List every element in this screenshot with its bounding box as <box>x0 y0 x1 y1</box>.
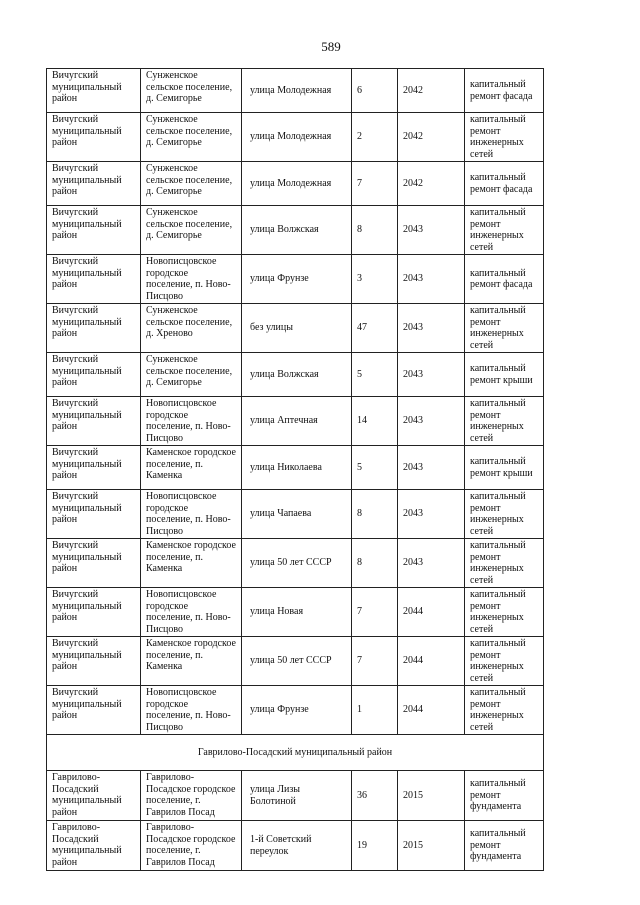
district-cell: Вичугский муниципальный район <box>47 353 141 397</box>
settlement-cell: Сунженское сельское поселение, д. Семигорье <box>141 162 242 206</box>
table-body <box>47 69 544 735</box>
district-cell: Вичугский муниципальный район <box>47 162 141 206</box>
settlement-cell: Сунженское сельское поселение, д. Семигорье <box>141 69 242 113</box>
work-type-cell: капитальный ремонт инженерных сетей <box>465 686 544 735</box>
section-row <box>47 735 544 771</box>
work-type-cell: капитальный ремонт крыши <box>465 446 544 490</box>
district-cell: Вичугский муниципальный район <box>47 397 141 446</box>
settlement-cell: Каменское городское поселение, п. Каменка <box>141 637 242 686</box>
settlement-cell: Сунженское сельское поселение, д. Семигорье <box>141 206 242 255</box>
street-cell: улица Волжская <box>242 353 352 397</box>
street-cell: улица Волжская <box>242 206 352 255</box>
work-type-cell: капитальный ремонт инженерных сетей <box>465 490 544 539</box>
year-cell: 2043 <box>398 446 465 490</box>
settlement-cell: Новописцовское городское поселение, п. Ново-Писцово <box>141 686 242 735</box>
year-cell: 2043 <box>398 397 465 446</box>
house-number-cell: 36 <box>352 771 398 821</box>
settlement-cell: Новописцовское городское поселение, п. Ново-Писцово <box>141 397 242 446</box>
street-cell: улица Новая <box>242 588 352 637</box>
street-cell: без улицы <box>242 304 352 353</box>
district-cell: Вичугский муниципальный район <box>47 304 141 353</box>
table-row <box>47 206 544 255</box>
table-row <box>47 69 544 113</box>
table-row <box>47 588 544 637</box>
work-type-cell: капитальный ремонт инженерных сетей <box>465 588 544 637</box>
year-cell: 2042 <box>398 162 465 206</box>
district-cell: Вичугский муниципальный район <box>47 686 141 735</box>
table-row <box>47 490 544 539</box>
housing-repair-table <box>46 68 544 871</box>
section-heading: Гаврилово-Посадский муниципальный район <box>47 735 544 771</box>
settlement-cell: Каменское городское поселение, п. Каменка <box>141 446 242 490</box>
house-number-cell: 8 <box>352 539 398 588</box>
table-row <box>47 771 544 821</box>
settlement-cell: Новописцовское городское поселение, п. Ново-Писцово <box>141 588 242 637</box>
table-row <box>47 162 544 206</box>
street-cell: улица Молодежная <box>242 162 352 206</box>
year-cell: 2044 <box>398 588 465 637</box>
settlement-cell: Каменское городское поселение, п. Каменка <box>141 539 242 588</box>
work-type-cell: капитальный ремонт фасада <box>465 255 544 304</box>
year-cell: 2043 <box>398 539 465 588</box>
settlement-cell: Сунженское сельское поселение, д. Хреново <box>141 304 242 353</box>
district-cell: Вичугский муниципальный район <box>47 255 141 304</box>
district-cell: Вичугский муниципальный район <box>47 113 141 162</box>
settlement-cell: Сунженское сельское поселение, д. Семигорье <box>141 353 242 397</box>
settlement-cell: Гаврилово-Посадское городское поселение, г. Гаврилов Посад <box>141 821 242 871</box>
district-cell: Вичугский муниципальный район <box>47 69 141 113</box>
house-number-cell: 7 <box>352 162 398 206</box>
district-cell: Гаврилово-Посадский муниципальный район <box>47 821 141 871</box>
year-cell: 2015 <box>398 821 465 871</box>
page-number: 589 <box>321 39 341 54</box>
table-row <box>47 539 544 588</box>
district-cell: Вичугский муниципальный район <box>47 490 141 539</box>
work-type-cell: капитальный ремонт фасада <box>465 162 544 206</box>
street-cell: улица Фрунзе <box>242 255 352 304</box>
street-cell: улица Чапаева <box>242 490 352 539</box>
table-row <box>47 637 544 686</box>
house-number-cell: 8 <box>352 490 398 539</box>
street-cell: улица 50 лет СССР <box>242 539 352 588</box>
work-type-cell: капитальный ремонт инженерных сетей <box>465 206 544 255</box>
district-cell: Вичугский муниципальный район <box>47 446 141 490</box>
table-row <box>47 821 544 871</box>
settlement-cell: Новописцовское городское поселение, п. Ново-Писцово <box>141 255 242 304</box>
street-cell: улица 50 лет СССР <box>242 637 352 686</box>
work-type-cell: капитальный ремонт фундамента <box>465 771 544 821</box>
table-row <box>47 686 544 735</box>
year-cell: 2044 <box>398 686 465 735</box>
district-cell: Вичугский муниципальный район <box>47 588 141 637</box>
work-type-cell: капитальный ремонт инженерных сетей <box>465 113 544 162</box>
street-cell: улица Молодежная <box>242 113 352 162</box>
settlement-cell: Новописцовское городское поселение, п. Ново-Писцово <box>141 490 242 539</box>
house-number-cell: 6 <box>352 69 398 113</box>
district-cell: Гаврилово-Посадский муниципальный район <box>47 771 141 821</box>
table-row <box>47 397 544 446</box>
year-cell: 2043 <box>398 206 465 255</box>
street-cell: улица Николаева <box>242 446 352 490</box>
house-number-cell: 2 <box>352 113 398 162</box>
street-cell: улица Аптечная <box>242 397 352 446</box>
house-number-cell: 7 <box>352 588 398 637</box>
table-body <box>47 771 544 871</box>
work-type-cell: капитальный ремонт инженерных сетей <box>465 304 544 353</box>
street-cell: улица Лизы Болотиной <box>242 771 352 821</box>
work-type-cell: капитальный ремонт инженерных сетей <box>465 397 544 446</box>
district-cell: Вичугский муниципальный район <box>47 539 141 588</box>
house-number-cell: 14 <box>352 397 398 446</box>
year-cell: 2043 <box>398 353 465 397</box>
district-cell: Вичугский муниципальный район <box>47 637 141 686</box>
house-number-cell: 1 <box>352 686 398 735</box>
house-number-cell: 3 <box>352 255 398 304</box>
work-type-cell: капитальный ремонт инженерных сетей <box>465 637 544 686</box>
district-cell: Вичугский муниципальный район <box>47 206 141 255</box>
work-type-cell: капитальный ремонт инженерных сетей <box>465 539 544 588</box>
table-row <box>47 353 544 397</box>
table-row <box>47 304 544 353</box>
house-number-cell: 5 <box>352 353 398 397</box>
year-cell: 2015 <box>398 771 465 821</box>
street-cell: улица Фрунзе <box>242 686 352 735</box>
year-cell: 2042 <box>398 69 465 113</box>
work-type-cell: капитальный ремонт фундамента <box>465 821 544 871</box>
year-cell: 2044 <box>398 637 465 686</box>
house-number-cell: 47 <box>352 304 398 353</box>
year-cell: 2043 <box>398 490 465 539</box>
year-cell: 2042 <box>398 113 465 162</box>
settlement-cell: Гаврилово-Посадское городское поселение, г. Гаврилов Посад <box>141 771 242 821</box>
work-type-cell: капитальный ремонт фасада <box>465 69 544 113</box>
house-number-cell: 19 <box>352 821 398 871</box>
house-number-cell: 8 <box>352 206 398 255</box>
table-row <box>47 113 544 162</box>
house-number-cell: 7 <box>352 637 398 686</box>
year-cell: 2043 <box>398 255 465 304</box>
table-row <box>47 446 544 490</box>
settlement-cell: Сунженское сельское поселение, д. Семигорье <box>141 113 242 162</box>
street-cell: 1-й Советский переулок <box>242 821 352 871</box>
table-row <box>47 255 544 304</box>
street-cell: улица Молодежная <box>242 69 352 113</box>
year-cell: 2043 <box>398 304 465 353</box>
work-type-cell: капитальный ремонт крыши <box>465 353 544 397</box>
house-number-cell: 5 <box>352 446 398 490</box>
